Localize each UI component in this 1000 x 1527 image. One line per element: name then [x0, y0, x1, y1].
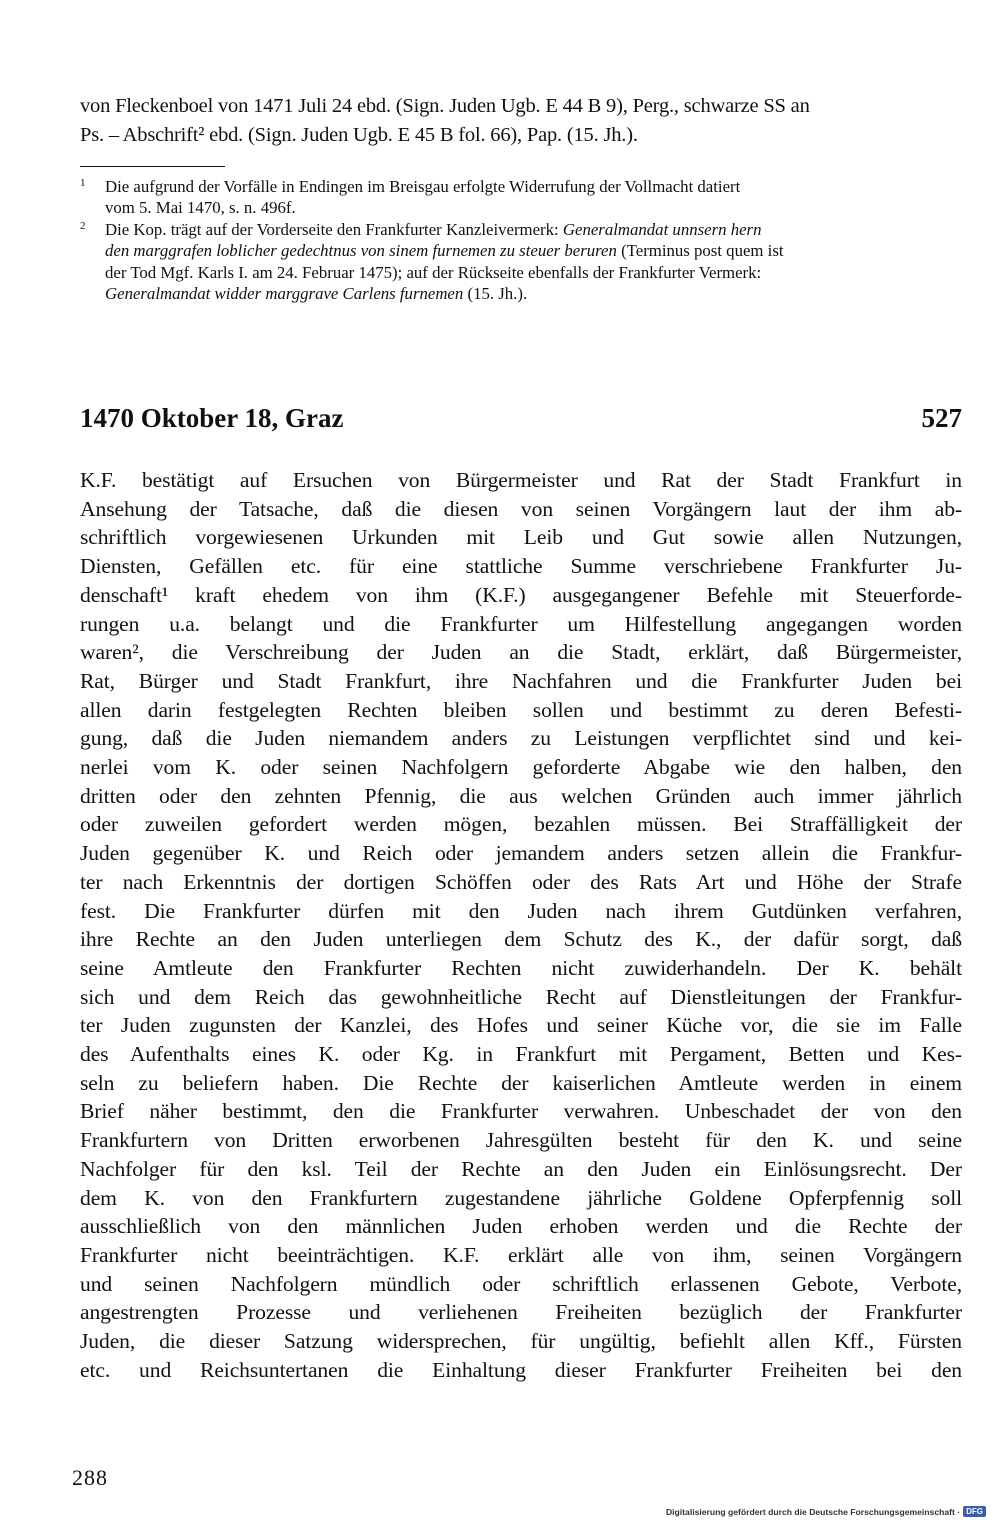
- regest-line: angestrengten Prozesse und verliehenen Freiheiten bezüglich der Frankfurter: [80, 1300, 962, 1325]
- source-continuation: [80, 92, 965, 150]
- footnote-line: [105, 283, 962, 304]
- regest-line: waren², die Verschreibung der Juden an die Stadt, erklärt, daß Bürgermeister,: [80, 640, 962, 665]
- footnote-line: [105, 219, 962, 240]
- regest-line: ihre Rechte an den Juden unterliegen dem Schutz des K., der dafür sorgt, daß: [80, 927, 962, 952]
- regest-line: fest. Die Frankfurter dürfen mit den Juden nach ihrem Gutdünken verfahren,: [80, 898, 962, 923]
- page-number: 288: [72, 1465, 108, 1490]
- footnote-1: [80, 176, 962, 219]
- footnote-line: Die aufgrund der Vorfälle in Endingen im Breisgau erfolgte Widerrufung der Vollmacht datiert: [105, 177, 741, 196]
- footnotes: [80, 176, 962, 304]
- regest-line: des Aufenthalts eines K. oder Kg. in Frankfurt mit Pergament, Betten und Kes-: [80, 1042, 962, 1067]
- footnote-text: (Terminus post quem ist: [616, 241, 784, 261]
- regest-line: Frankfurter nicht beeinträchtigen. K.F. erklärt alle von ihm, seinen Vorgängern: [80, 1242, 962, 1267]
- footnote-line: [105, 240, 962, 261]
- digitization-credit: [666, 1506, 986, 1517]
- regest-line: dritten oder den zehnten Pfennig, die aus welchen Gründen auch immer jährlich: [80, 783, 962, 808]
- regest-line: und seinen Nachfolgern mündlich oder schriftlich erlassenen Gebote, Verbote,: [80, 1271, 962, 1296]
- regest-line: seln zu beliefern haben. Die Rechte der kaiserlichen Amtleute werden in einem: [80, 1070, 962, 1095]
- regest-line: Diensten, Gefällen etc. für eine stattliche Summe verschriebene Frankfurter Ju-: [80, 554, 962, 579]
- entry-header: [80, 403, 962, 434]
- footnote-line: der Tod Mgf. Karls I. am 24. Februar 1475); auf der Rückseite ebenfalls der Frankfurter Vermerk:: [105, 262, 762, 282]
- regest-line: dem K. von den Frankfurtern zugestandene jährliche Goldene Opferpfennig soll: [80, 1185, 962, 1210]
- regest-body: [80, 466, 962, 1385]
- footnote-text: (15. Jh.).: [463, 284, 528, 304]
- entry-date-place: 1470 Oktober 18, Graz: [80, 403, 344, 433]
- regest-line: nerlei vom K. oder seinen Nachfolgern geforderte Abgabe wie den halben, den: [80, 755, 962, 780]
- regest-line: etc. und Reichsuntertanen die Einhaltung dieser Frankfurter Freiheiten bei den: [80, 1357, 962, 1382]
- regest-line: Juden, die dieser Satzung widersprechen, für ungültig, befiehlt allen Kff., Fürsten: [80, 1329, 962, 1354]
- footnote-separator: [80, 166, 225, 167]
- regest-line: allen darin festgelegten Rechten bleiben sollen und bestimmt zu deren Befesti-: [80, 697, 962, 722]
- footnote-text: Die Kop. trägt auf der Vorderseite den Frankfurter Kanzleivermerk:: [105, 219, 563, 239]
- dfg-logo: DFG: [963, 1506, 986, 1517]
- footnote-quote: den marggrafen loblicher gedechtnus von sinem furnemen zu steuer beruren: [105, 241, 617, 261]
- regest-line: Frankfurtern von Dritten erworbenen Jahresgülten besteht für den K. und seine: [80, 1128, 962, 1153]
- regest-line: gung, daß die Juden niemandem anders zu Leistungen verpflichtet sind und kei-: [80, 726, 962, 751]
- footnote-line: vom 5. Mai 1470, s. n. 496f.: [105, 198, 296, 218]
- regest-line: Rat, Bürger und Stadt Frankfurt, ihre Nachfahren und die Frankfurter Juden bei: [80, 668, 962, 693]
- footnote-2: [80, 219, 962, 305]
- credit-text: Digitalisierung gefördert durch die Deutsche Forschungsgemeinschaft ·: [665, 1506, 961, 1517]
- regest-line: denschaft¹ kraft ehedem von ihm (K.F.) ausgegangener Befehle mit Steuerforde-: [80, 582, 962, 607]
- regest-line: Brief näher bestimmt, den die Frankfurter verwahren. Unbeschadet der von den: [80, 1099, 962, 1124]
- regest-line: oder zuweilen gefordert werden mögen, bezahlen müssen. Bei Straffälligkeit der: [80, 812, 962, 837]
- regest-line: schriftlich vorgewiesenen Urkunden mit Leib und Gut sowie allen Nutzungen,: [80, 525, 962, 550]
- regest-line: seine Amtleute den Frankfurter Rechten nicht zuwiderhandeln. Der K. behält: [80, 955, 962, 980]
- text-line: von Fleckenboel von 1471 Juli 24 ebd. (Sign. Juden Ugb. E 44 B 9), Perg., schwarze SS an: [80, 95, 810, 117]
- footnote-quote: Generalmandat widder marggrave Carlens furnemen: [105, 284, 464, 304]
- regest-line: ter nach Erkenntnis der dortigen Schöffen oder des Rats Art und Höhe der Strafe: [80, 869, 962, 894]
- regest-line: ter Juden zugunsten der Kanzlei, des Hofes und seiner Küche vor, die sie im Falle: [80, 1013, 962, 1038]
- footnote-mark: 1: [80, 177, 86, 189]
- text-line: Ps. – Abschrift² ebd. (Sign. Juden Ugb. E 45 B fol. 66), Pap. (15. Jh.).: [80, 124, 638, 146]
- regest-line: Juden gegenüber K. und Reich oder jemandem anders setzen allein die Frankfur-: [80, 841, 962, 866]
- entry-number: 527: [921, 403, 962, 433]
- regest-line: Ansehung der Tatsache, daß die diesen von seinen Vorgängern laut der ihm ab-: [80, 496, 962, 521]
- regest-line: K.F. bestätigt auf Ersuchen von Bürgermeister und Rat der Stadt Frankfurt in: [80, 468, 962, 492]
- regest-line: sich und dem Reich das gewohnheitliche Recht auf Dienstleitungen der Frankfur-: [80, 984, 962, 1009]
- footnote-quote: Generalmandat unnsern hern: [562, 219, 762, 239]
- regest-line: Nachfolger für den ksl. Teil der Rechte an den Juden ein Einlösungsrecht. Der: [80, 1156, 962, 1181]
- regest-line: ausschließlich von den männlichen Juden erhoben werden und die Rechte der: [80, 1214, 962, 1239]
- regest-line: rungen u.a. belangt und die Frankfurter um Hilfestellung angegangen worden: [80, 611, 962, 636]
- footnote-mark: 2: [80, 219, 86, 232]
